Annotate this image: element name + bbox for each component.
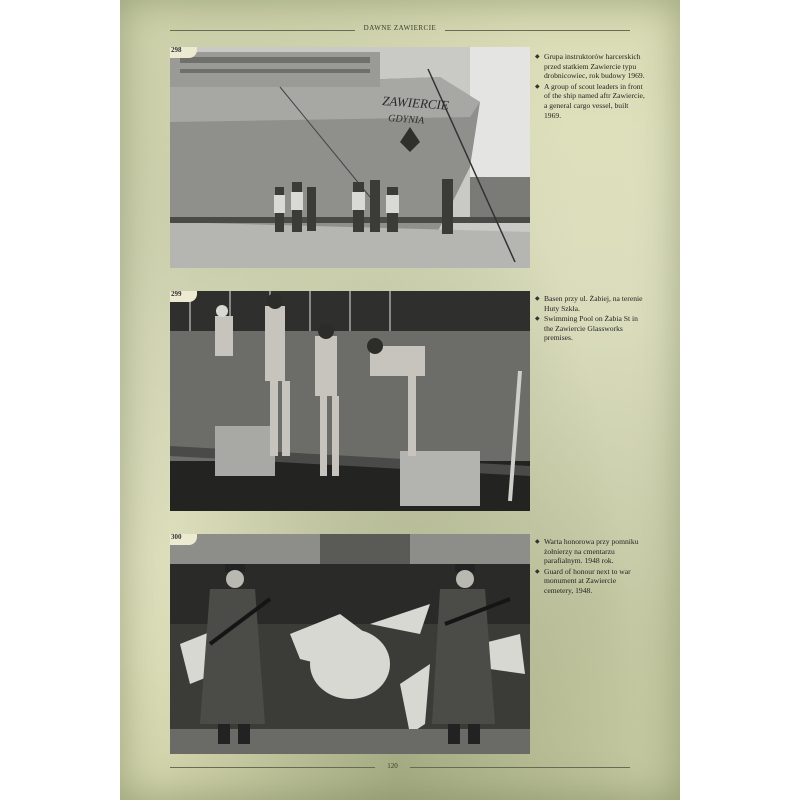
photo-ship <box>170 47 530 268</box>
diamond-bullet-icon: ◆ <box>535 539 540 545</box>
header-rule-left <box>170 30 355 31</box>
caption-polish-text: Basen przy ul. Żabiej, na terenie Huty Szkła. <box>544 294 643 313</box>
caption-english <box>535 567 645 596</box>
caption-guard-of-honour <box>535 537 645 597</box>
caption-ship <box>535 52 645 121</box>
photo-swimming-pool <box>170 291 530 511</box>
book-page <box>120 0 680 800</box>
ship-name-text: ZAWIERCIE <box>381 93 450 113</box>
caption-polish <box>535 52 645 81</box>
caption-english-text: A group of scout leaders in front of the ship named aftr Zawiercie, a general cargo vessel, built 1969. <box>544 81 645 120</box>
ship-port-text: GDYNIA <box>387 113 425 127</box>
header-rule-right <box>445 30 630 31</box>
diamond-bullet-icon: ◆ <box>535 568 540 575</box>
diamond-bullet-icon: ◆ <box>535 316 540 323</box>
caption-polish-text: Warta honorowa przy pomniku żołnierzy na cmentarzu parafialnym. 1948 rok. <box>544 537 639 566</box>
caption-polish <box>535 537 645 566</box>
caption-swimming-pool <box>535 294 645 344</box>
photo-number: 300 <box>170 534 197 545</box>
page-number: 120 <box>387 762 398 770</box>
caption-english <box>535 314 645 343</box>
caption-polish-text: Grupa instruktorów harcerskich przed statkiem Zawiercie typu drobnicowiec, rok budowy 1969. <box>544 52 645 81</box>
caption-polish <box>535 294 645 313</box>
pool-photo-image <box>170 291 530 511</box>
photo-number: 299 <box>170 291 197 302</box>
ship-photo-image <box>170 47 530 268</box>
running-header: DAWNE ZAWIERCIE <box>363 24 437 32</box>
guard-photo-image <box>170 534 530 754</box>
diamond-bullet-icon: ◆ <box>535 54 540 60</box>
caption-english <box>535 82 645 120</box>
photo-guard-of-honour <box>170 534 530 754</box>
diamond-bullet-icon: ◆ <box>535 296 540 302</box>
photo-number: 298 <box>170 47 197 58</box>
footer-rule-left <box>170 767 375 768</box>
footer-rule-right <box>410 767 630 768</box>
caption-english-text: Guard of honour next to war monument at Zawiercie cemetery, 1948. <box>544 566 631 595</box>
caption-english-text: Swimming Pool on Żabia St in the Zawiercie Glassworks premises. <box>544 314 638 343</box>
diamond-bullet-icon: ◆ <box>535 83 540 90</box>
